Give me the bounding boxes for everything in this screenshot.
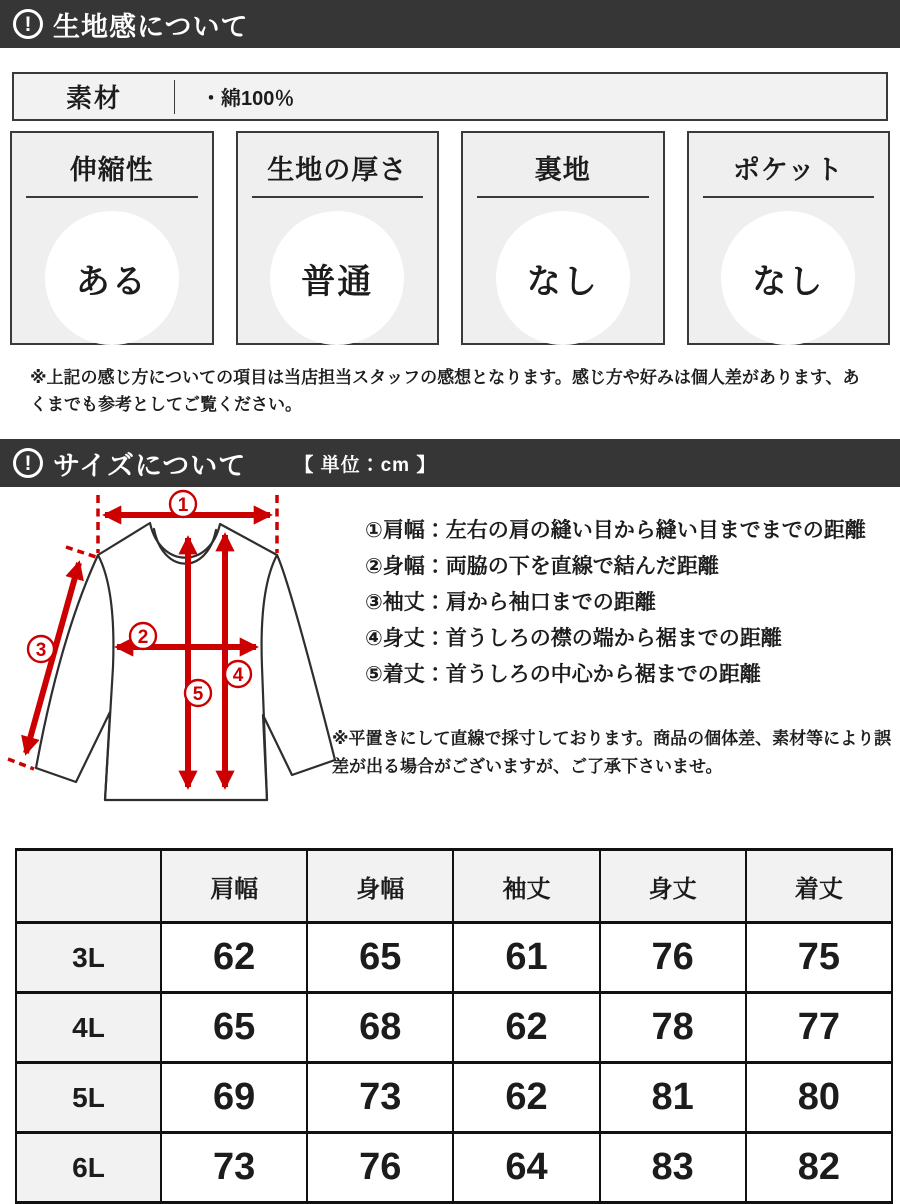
size-label: 6L xyxy=(16,1133,161,1203)
cell-value: 83 xyxy=(600,1133,746,1203)
attr-box-thickness xyxy=(236,131,440,345)
size-section-title: サイズについて xyxy=(53,450,247,481)
column-header-body-length: 身丈 xyxy=(600,850,746,923)
cell-value: 64 xyxy=(453,1133,599,1203)
cell-value: 69 xyxy=(161,1063,307,1133)
exclamation-circle-icon: ! xyxy=(13,9,43,39)
table-row-5l xyxy=(16,1063,892,1133)
material-label: 素材 xyxy=(65,83,122,113)
badge-1: 1 xyxy=(177,495,189,517)
legend-total-length: ⑤着丈：首うしろの中心から裾までの距離 xyxy=(365,663,761,687)
cell-value: 76 xyxy=(600,923,746,993)
shirt-measurement-diagram xyxy=(0,487,345,832)
attr-value: なし xyxy=(496,211,630,345)
table-row-4l xyxy=(16,993,892,1063)
fabric-attributes xyxy=(10,131,890,345)
attr-underline xyxy=(252,196,424,198)
attr-value: なし xyxy=(721,211,855,345)
material-row xyxy=(12,72,888,121)
attr-underline xyxy=(26,196,198,198)
cell-value: 61 xyxy=(453,923,599,993)
cell-value: 81 xyxy=(600,1063,746,1133)
cell-value: 62 xyxy=(453,993,599,1063)
attr-title: ポケット xyxy=(732,155,844,185)
table-row-6l xyxy=(16,1133,892,1203)
cell-value: 68 xyxy=(307,993,453,1063)
measurement-legend xyxy=(332,487,900,832)
badge-3: 3 xyxy=(35,640,47,662)
legend-body-width: ②身幅：両脇の下を直線で結んだ距離 xyxy=(365,555,719,579)
cell-value: 78 xyxy=(600,993,746,1063)
column-header-shoulder: 肩幅 xyxy=(161,850,307,923)
attr-underline xyxy=(477,196,649,198)
table-row-3l xyxy=(16,923,892,993)
attr-underline xyxy=(703,196,875,198)
material-value: ・綿100％ xyxy=(201,88,295,110)
badge-4: 4 xyxy=(232,665,244,687)
column-header-total-length: 着丈 xyxy=(746,850,892,923)
attr-title: 生地の厚さ xyxy=(267,155,408,185)
attr-title: 裏地 xyxy=(534,155,591,185)
cell-value: 62 xyxy=(453,1063,599,1133)
size-diagram-area xyxy=(0,487,900,832)
cell-value: 77 xyxy=(746,993,892,1063)
attr-box-stretch xyxy=(10,131,214,345)
measurement-note: ※平置きにして直線で採寸しております。商品の個体差、素材等により誤差が出る場合がございますが、ご了承下さいませ。 xyxy=(332,729,892,776)
size-table xyxy=(15,848,893,1204)
legend-shoulder-width: ①肩幅：左右の肩の縫い目から縫い目までまでの距離 xyxy=(365,519,866,543)
cell-value: 75 xyxy=(746,923,892,993)
size-label: 5L xyxy=(16,1063,161,1133)
unit-label: 【 単位：cm 】 xyxy=(294,454,437,476)
cell-value: 62 xyxy=(161,923,307,993)
column-header-body-width: 身幅 xyxy=(307,850,453,923)
cell-value: 82 xyxy=(746,1133,892,1203)
fabric-section-header xyxy=(0,0,900,48)
legend-sleeve-length: ③袖丈：肩から袖口までの距離 xyxy=(365,591,656,615)
size-label: 3L xyxy=(16,923,161,993)
cell-value: 76 xyxy=(307,1133,453,1203)
size-label: 4L xyxy=(16,993,161,1063)
fabric-disclaimer-note: ※上記の感じ方についての項目は当店担当スタッフの感想となります。感じ方や好みは個人差があります、あくまでも参考としてご覧ください。 xyxy=(30,368,860,415)
attr-value: 普通 xyxy=(270,211,404,345)
attr-title: 伸縮性 xyxy=(69,155,154,185)
badge-5: 5 xyxy=(192,684,204,706)
fabric-section-title: 生地感について xyxy=(53,11,249,42)
attr-value: ある xyxy=(45,211,179,345)
size-section-header xyxy=(0,439,900,487)
cell-value: 80 xyxy=(746,1063,892,1133)
cell-value: 73 xyxy=(161,1133,307,1203)
size-table-header-row xyxy=(16,850,892,923)
cell-value: 65 xyxy=(161,993,307,1063)
exclamation-circle-icon: ! xyxy=(13,448,43,478)
badge-2: 2 xyxy=(137,627,149,649)
cell-value: 73 xyxy=(307,1063,453,1133)
legend-body-length: ④身丈：首うしろの襟の端から裾までの距離 xyxy=(365,627,782,651)
attr-box-pocket xyxy=(687,131,891,345)
column-header-sleeve: 袖丈 xyxy=(453,850,599,923)
table-corner-cell xyxy=(16,850,161,923)
cell-value: 65 xyxy=(307,923,453,993)
attr-box-lining xyxy=(461,131,665,345)
